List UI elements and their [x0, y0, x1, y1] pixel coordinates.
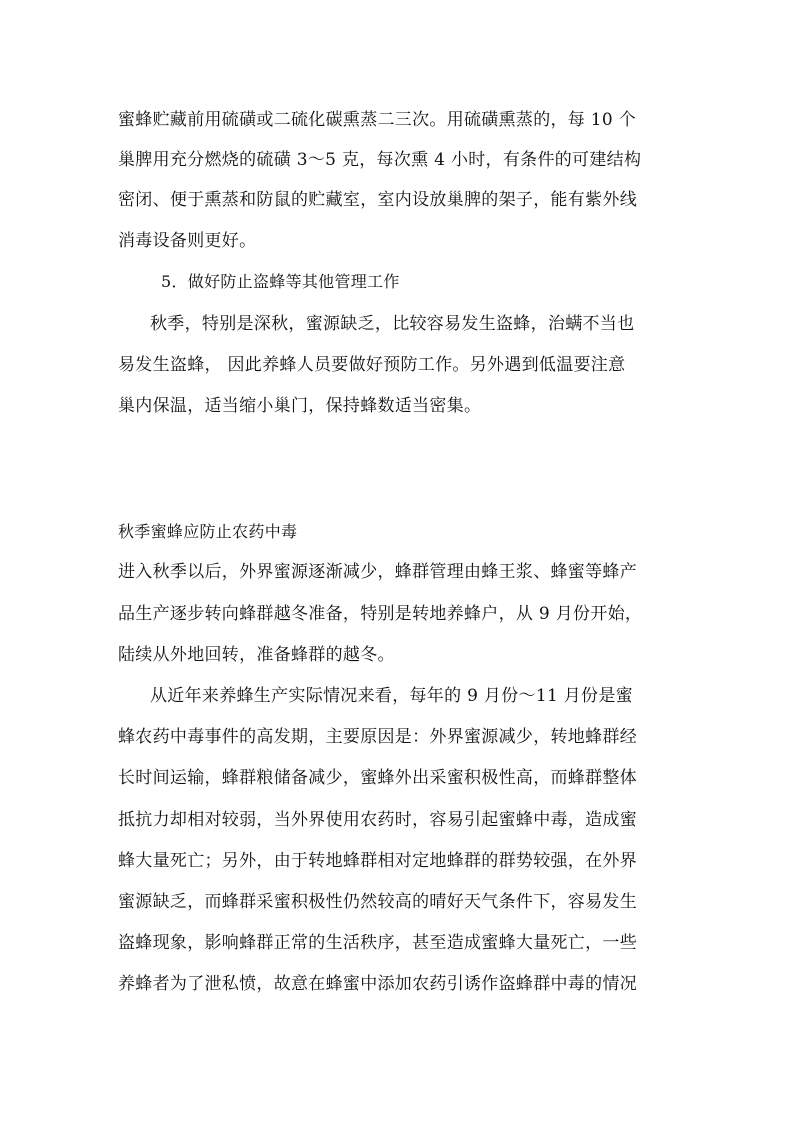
text-line: 养蜂者为了泄私愤，故意在蜂蜜中添加农药引诱作盗蜂群中毒的情况 — [118, 974, 637, 994]
text-line: 巢内保温，适当缩小巢门，保持蜂数适当密集。 — [118, 396, 482, 416]
section-heading: 5．做好防止盗蜂等其他管理工作 — [161, 272, 400, 291]
text-line: 密闭、便于熏蒸和防鼠的贮藏室，室内设放巢脾的架子，能有紫外线 — [118, 190, 637, 210]
text-line: 陆续从外地回转，准备蜂群的越冬。 — [118, 645, 395, 665]
text-line: 品生产逐步转向蜂群越冬准备，特别是转地养蜂户，从 9 月份开始， — [118, 604, 643, 624]
text-line: 易发生盗蜂， 因此养蜂人员要做好预防工作。另外遇到低温要注意 — [118, 355, 626, 375]
text-line: 抵抗力却相对较弱，当外界使用农药时，容易引起蜜蜂中毒，造成蜜 — [118, 810, 637, 830]
text-line: 盗蜂现象，影响蜂群正常的生活秩序，甚至造成蜜蜂大量死亡，一些 — [118, 933, 637, 953]
text-line: 蜜蜂贮藏前用硫磺或二硫化碳熏蒸二三次。用硫磺熏蒸的，每 10 个 — [118, 110, 637, 130]
text-line: 进入秋季以后，外界蜜源逐渐减少，蜂群管理由蜂王浆、蜂蜜等蜂产 — [118, 562, 637, 582]
text-line: 蜂农药中毒事件的高发期，主要原因是：外界蜜源减少，转地蜂群经 — [118, 727, 637, 747]
text-line: 消毒设备则更好。 — [118, 231, 257, 251]
text-line: 蜂大量死亡；另外，由于转地蜂群相对定地蜂群的群势较强，在外界 — [118, 851, 637, 871]
text-line: 蜜源缺乏，而蜂群采蜜积极性仍然较高的晴好天气条件下，容易发生 — [118, 892, 637, 912]
article-title: 秋季蜜蜂应防止农药中毒 — [118, 522, 298, 541]
text-line: 秋季，特别是深秋，蜜源缺乏，比较容易发生盗蜂，治螨不当也 — [150, 314, 635, 334]
text-line: 长时间运输，蜂群粮储备减少，蜜蜂外出采蜜积极性高，而蜂群整体 — [118, 768, 637, 788]
text-line: 巢脾用充分燃烧的硫磺 3～5 克，每次熏 4 小时，有条件的可建结构 — [118, 150, 642, 170]
text-line: 从近年来养蜂生产实际情况来看，每年的 9 月份～11 月份是蜜 — [150, 686, 633, 706]
